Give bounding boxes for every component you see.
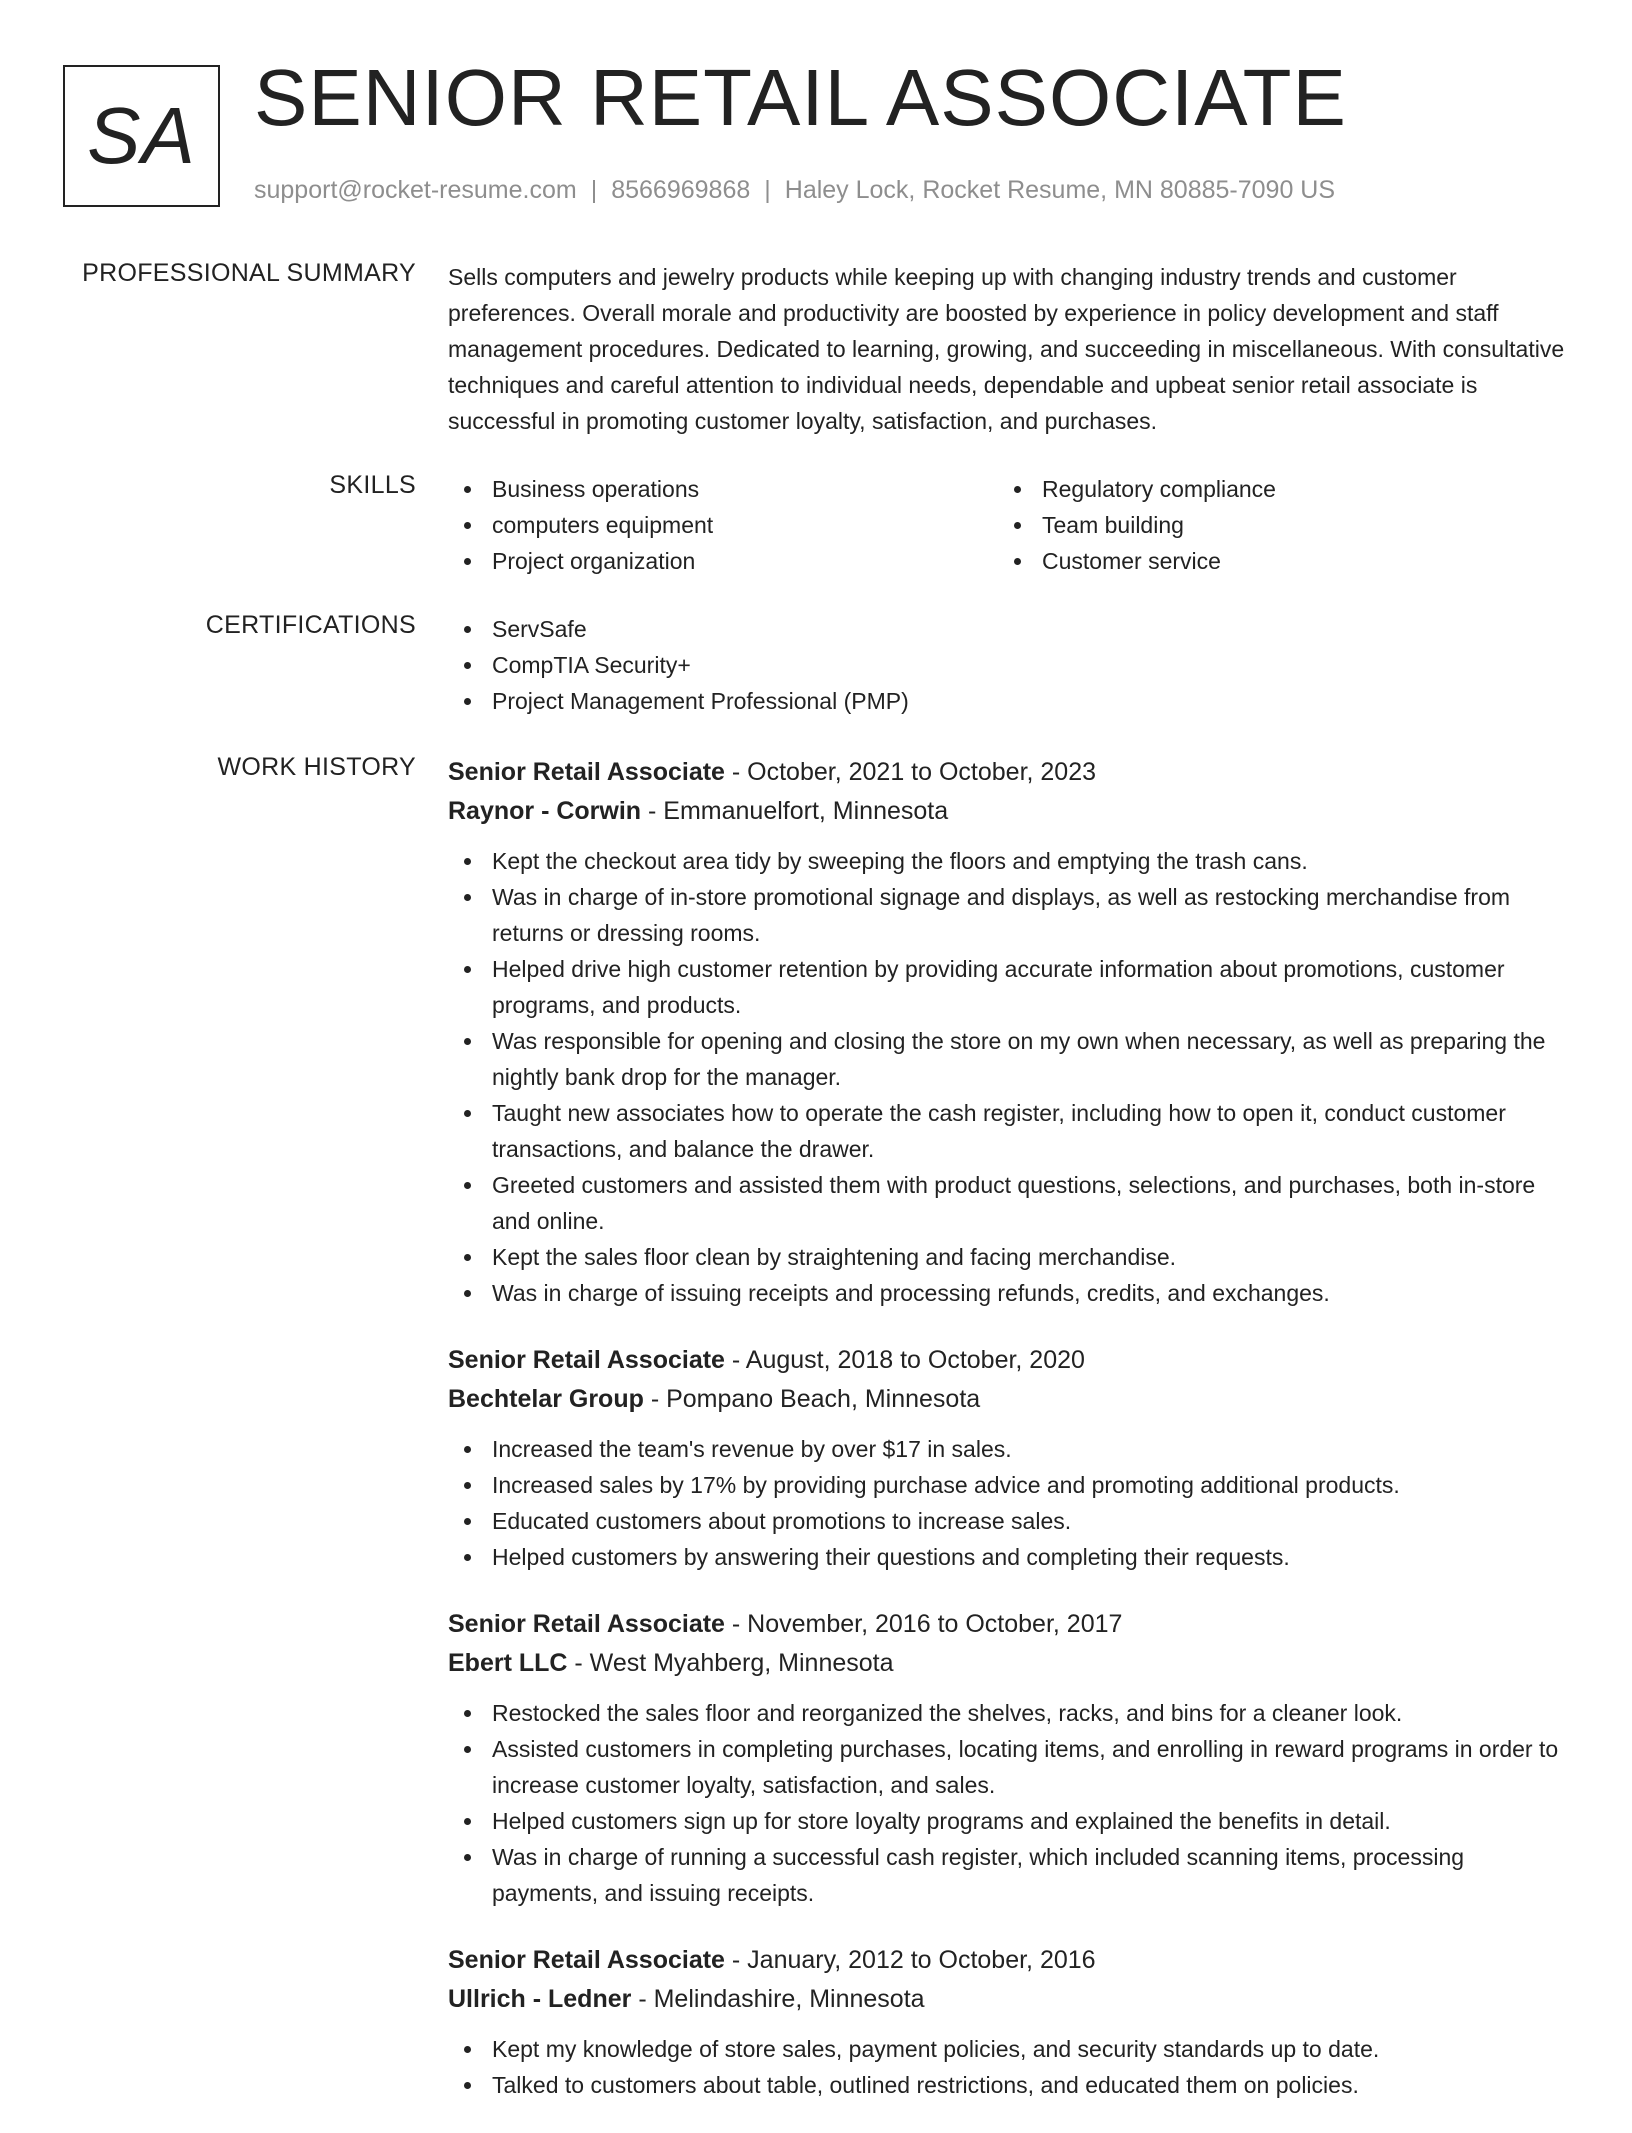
monogram-badge	[63, 65, 220, 207]
job-title: Senior Retail Associate	[448, 758, 725, 786]
job-duty: Helped customers by answering their questions and completing their requests.	[448, 1539, 1568, 1575]
work-history-heading: WORK HISTORY	[217, 753, 416, 781]
skill-item: Project organization	[448, 543, 998, 579]
contact-separator: |	[590, 176, 598, 204]
certifications-heading: CERTIFICATIONS	[205, 611, 416, 639]
contact-separator: |	[764, 176, 771, 204]
certifications-list	[448, 611, 1568, 719]
skill-item: computers equipment	[448, 507, 998, 543]
job-duty: Taught new associates how to operate the cash register, including how to open it, conduct customer transactions, and balance the drawer.	[448, 1095, 1568, 1167]
monogram-initials: SA	[87, 91, 196, 180]
job-duty: Increased the team's revenue by over $17 in sales.	[448, 1431, 1568, 1467]
summary-body	[448, 259, 1568, 439]
job-company-line	[448, 1980, 1568, 2019]
certification-item: ServSafe	[448, 611, 1568, 647]
job-duty: Kept my knowledge of store sales, payment policies, and security standards up to date.	[448, 2031, 1568, 2067]
skills-column-1	[448, 471, 998, 579]
job-dates: - January, 2012 to October, 2016	[724, 1946, 1096, 1974]
resume-title: SENIOR RETAIL ASSOCIATE	[254, 53, 1347, 142]
job-duty: Was in charge of in-store promotional signage and displays, as well as restocking merchandise from returns or dressing rooms.	[448, 879, 1568, 951]
job-entry	[448, 1941, 1568, 2103]
job-duties-list	[448, 1431, 1568, 1575]
job-title: Senior Retail Associate	[448, 1946, 725, 1974]
job-company-line	[448, 1380, 1568, 1419]
skills-heading: SKILLS	[329, 471, 416, 499]
summary-heading: PROFESSIONAL SUMMARY	[82, 259, 416, 287]
job-duty: Assisted customers in completing purchases, locating items, and enrolling in reward programs in order to increase customer loyalty, satisfaction, and sales.	[448, 1731, 1568, 1803]
job-company: Raynor - Corwin	[448, 797, 642, 825]
job-company-line	[448, 792, 1568, 831]
contact-address: Haley Lock, Rocket Resume, MN 80885-7090 US	[784, 176, 1336, 204]
summary-text: Sells computers and jewelry products while keeping up with changing industry trends and customer preferences. Overall morale and productivity are boosted by experience in policy development and staff management procedures. Dedicated to learning, growing, and succeeding in miscellaneous. With consultative techniques and careful attention to individual needs, dependable and upbeat senior retail associate is successful in promoting customer loyalty, satisfaction, and purchases.	[448, 264, 1565, 434]
job-company: Bechtelar Group	[448, 1385, 644, 1413]
work-history-body	[448, 753, 1568, 2133]
job-company: Ebert LLC	[448, 1649, 568, 1677]
job-company-line	[448, 1644, 1568, 1683]
job-title-line	[448, 753, 1568, 792]
skills-column-2	[998, 471, 1548, 579]
job-duty: Was in charge of running a successful cash register, which included scanning items, processing payments, and issuing receipts.	[448, 1839, 1568, 1911]
certifications-body	[448, 611, 1568, 719]
job-entry	[448, 1605, 1568, 1911]
job-duty: Kept the checkout area tidy by sweeping the floors and emptying the trash cans.	[448, 843, 1568, 879]
job-location: - Pompano Beach, Minnesota	[643, 1385, 981, 1413]
contact-phone: 8566969868	[611, 176, 751, 204]
skill-item: Customer service	[998, 543, 1548, 579]
job-title-line	[448, 1341, 1568, 1380]
job-title-line	[448, 1605, 1568, 1644]
skills-body	[448, 471, 1568, 579]
job-duty: Restocked the sales floor and reorganized the shelves, racks, and bins for a cleaner look.	[448, 1695, 1568, 1731]
job-title-line	[448, 1941, 1568, 1980]
job-duty: Kept the sales floor clean by straightening and facing merchandise.	[448, 1239, 1568, 1275]
job-location: - Emmanuelfort, Minnesota	[641, 797, 949, 825]
job-duties-list	[448, 1695, 1568, 1911]
job-duties-list	[448, 843, 1568, 1311]
contact-email: support@rocket-resume.com	[254, 176, 577, 204]
job-dates: - October, 2021 to October, 2023	[724, 758, 1097, 786]
job-duty: Helped customers sign up for store loyalty programs and explained the benefits in detail.	[448, 1803, 1568, 1839]
job-company: Ullrich - Ledner	[448, 1985, 632, 2013]
job-dates: - August, 2018 to October, 2020	[724, 1346, 1085, 1374]
job-duty: Was responsible for opening and closing the store on my own when necessary, as well as preparing the nightly bank drop for the manager.	[448, 1023, 1568, 1095]
job-duty: Educated customers about promotions to increase sales.	[448, 1503, 1568, 1539]
certification-item: CompTIA Security+	[448, 647, 1568, 683]
job-duty: Increased sales by 17% by providing purchase advice and promoting additional products.	[448, 1467, 1568, 1503]
job-duty: Greeted customers and assisted them with product questions, selections, and purchases, both in-store and online.	[448, 1167, 1568, 1239]
job-dates: - November, 2016 to October, 2017	[724, 1610, 1123, 1638]
job-title: Senior Retail Associate	[448, 1610, 725, 1638]
job-duty: Talked to customers about table, outlined restrictions, and educated them on policies.	[448, 2067, 1568, 2103]
job-entry	[448, 753, 1568, 1311]
job-entry	[448, 1341, 1568, 1575]
job-title: Senior Retail Associate	[448, 1346, 725, 1374]
certification-item: Project Management Professional (PMP)	[448, 683, 1568, 719]
job-duties-list	[448, 2031, 1568, 2103]
job-duty: Helped drive high customer retention by providing accurate information about promotions, customer programs, and products.	[448, 951, 1568, 1023]
contact-line	[254, 176, 1335, 205]
skill-item: Regulatory compliance	[998, 471, 1548, 507]
job-duty: Was in charge of issuing receipts and processing refunds, credits, and exchanges.	[448, 1275, 1568, 1311]
job-location: - West Myahberg, Minnesota	[567, 1649, 894, 1677]
job-location: - Melindashire, Minnesota	[631, 1985, 925, 2013]
skill-item: Business operations	[448, 471, 998, 507]
skill-item: Team building	[998, 507, 1548, 543]
